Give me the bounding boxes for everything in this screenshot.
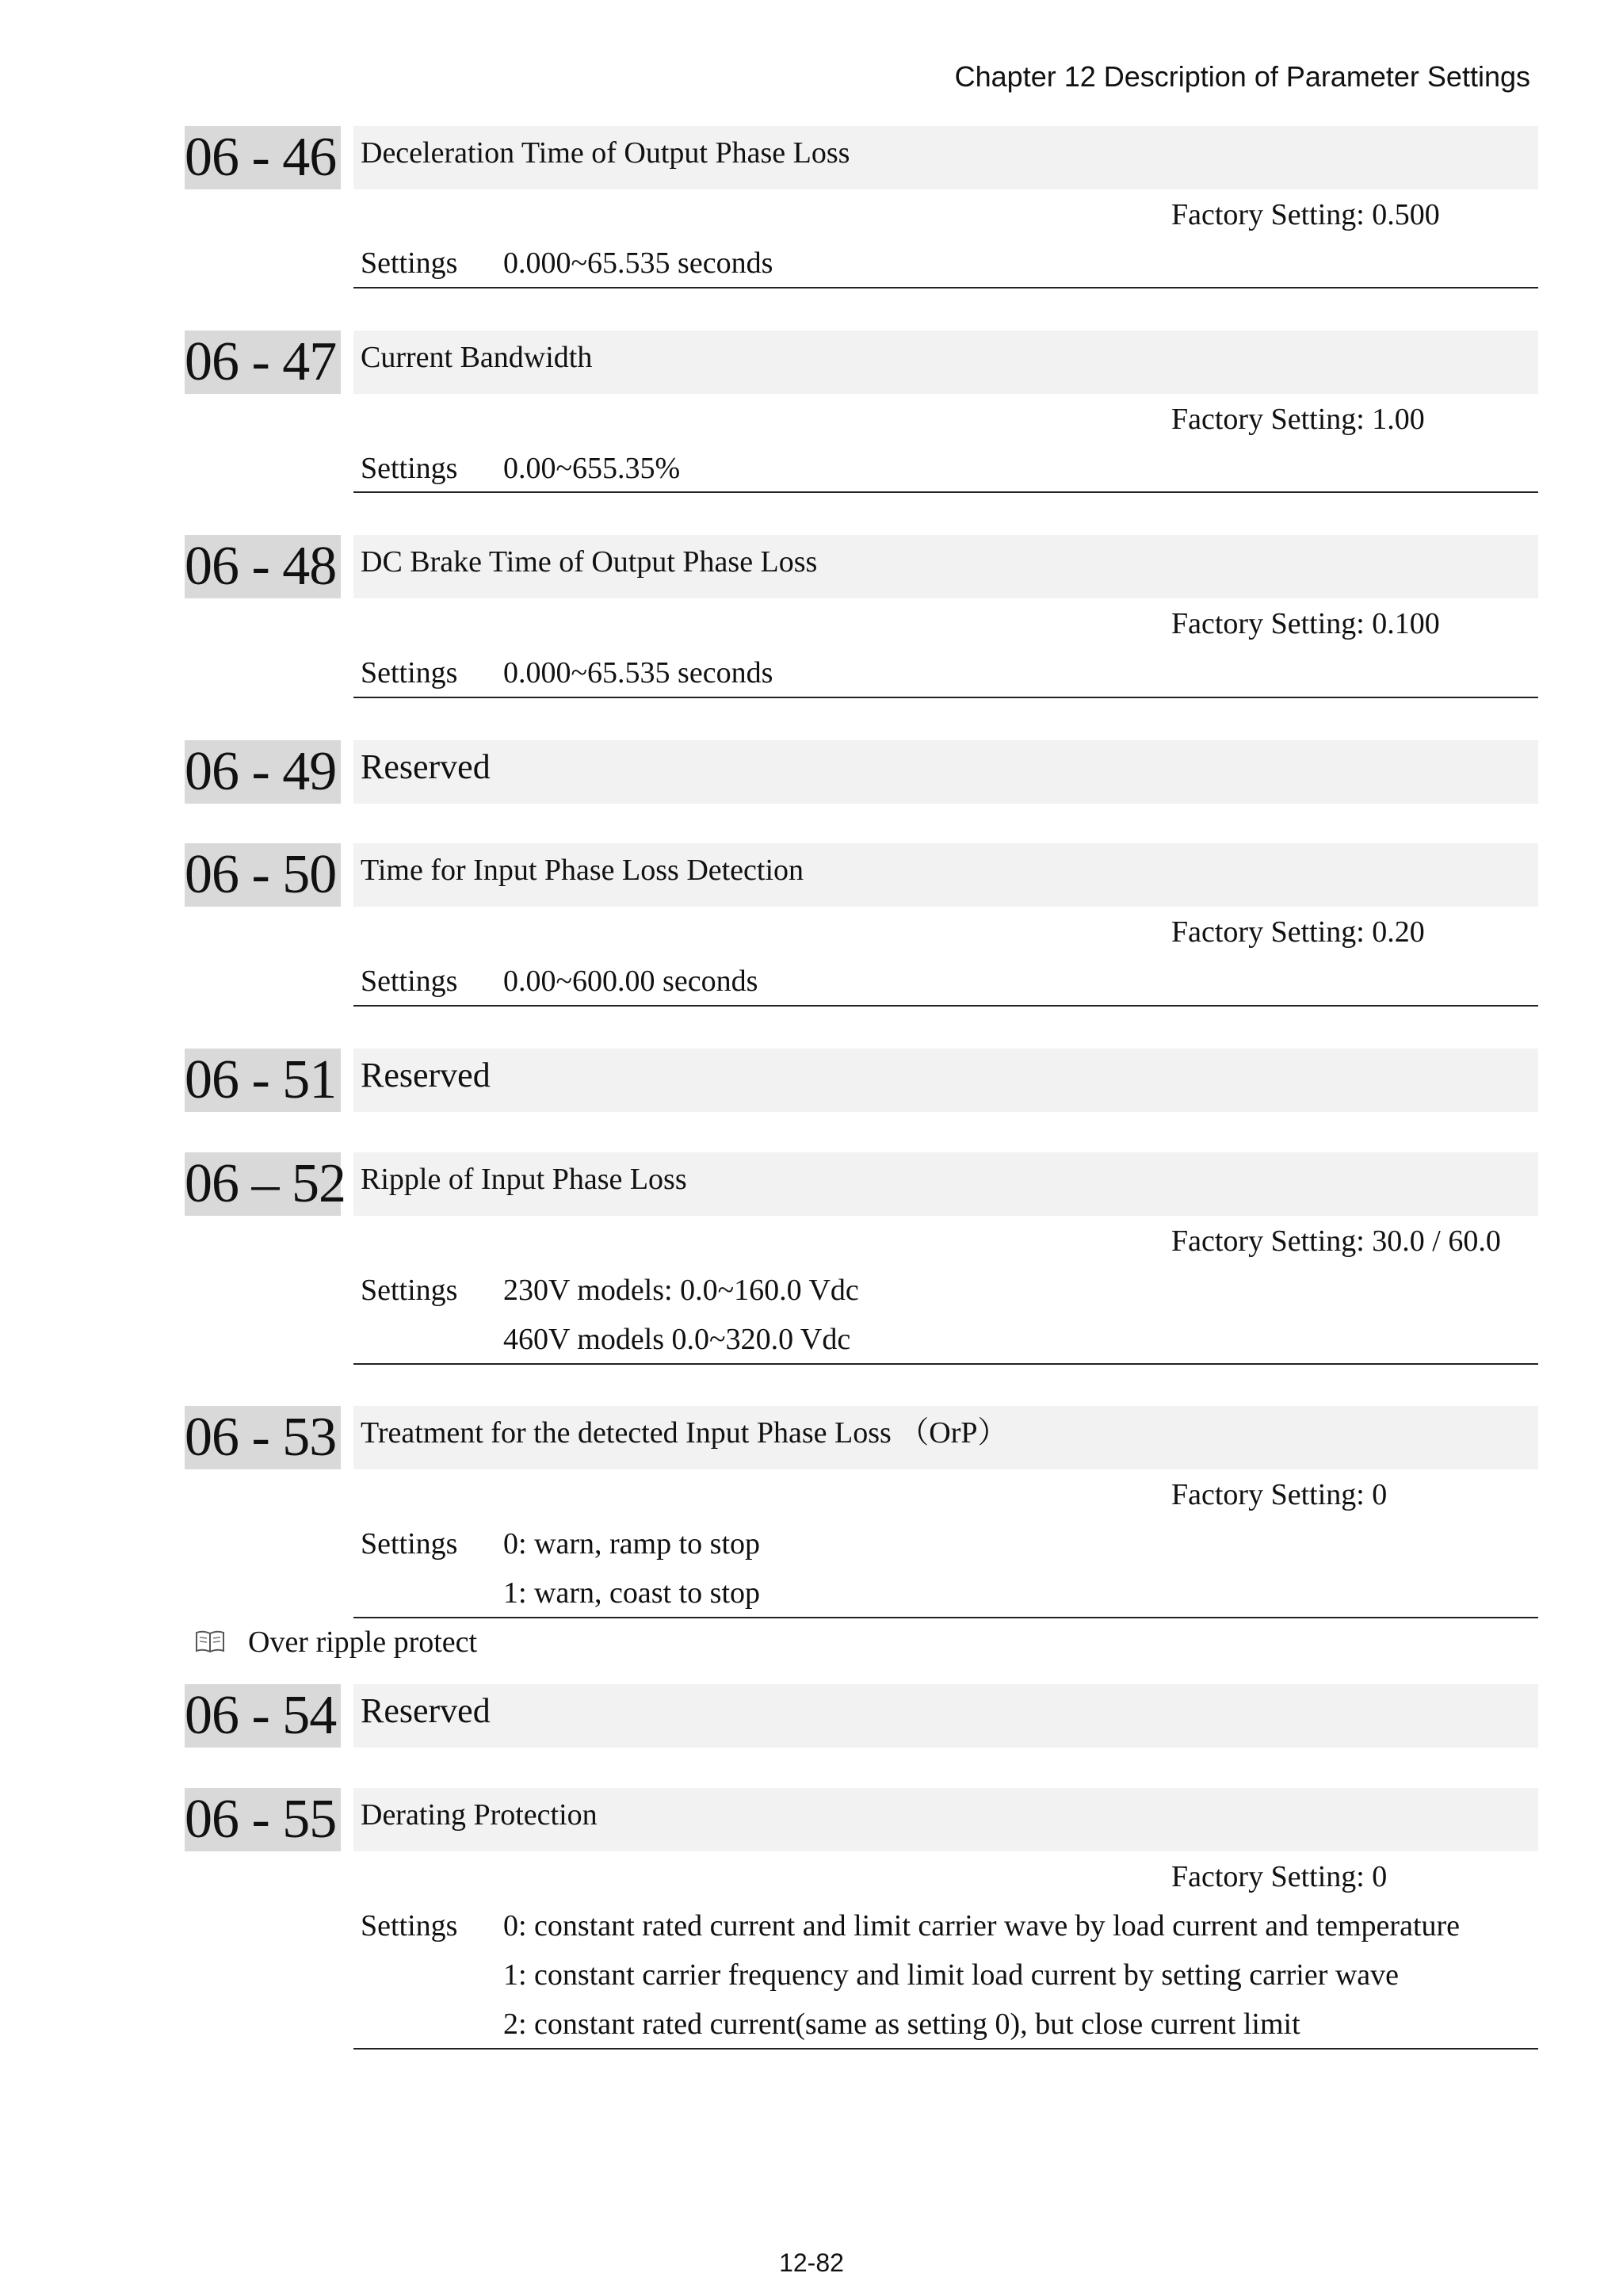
divider [353, 491, 1538, 493]
param-title: Current Bandwidth [353, 330, 1538, 394]
settings-value: 230V models: 0.0~160.0 Vdc [503, 1274, 859, 1307]
settings-value: 0.00~600.00 seconds [503, 965, 758, 998]
param-title: Treatment for the detected Input Phase Loss （OrP） [353, 1406, 1538, 1469]
chapter-header: Chapter 12 Description of Parameter Settings [954, 60, 1530, 93]
divider [353, 287, 1538, 288]
param-title: Derating Protection [353, 1788, 1538, 1851]
settings-label: Settings [361, 965, 458, 998]
factory-setting: Factory Setting: 0.20 [1171, 915, 1425, 949]
settings-value: 460V models 0.0~320.0 Vdc [503, 1323, 851, 1356]
divider [353, 1617, 1538, 1618]
note [194, 1622, 477, 1662]
settings-value: 2: constant rated current(same as setting 0), but close current limit [503, 2008, 1300, 2041]
book-icon [194, 1628, 226, 1655]
param-code: 06 - 53 [185, 1406, 341, 1469]
settings-label: Settings [361, 656, 458, 690]
settings-label: Settings [361, 452, 458, 485]
settings-value: 0: constant rated current and limit carrier wave by load current and temperature [503, 1909, 1461, 1943]
factory-setting: Factory Setting: 0.500 [1171, 198, 1440, 231]
factory-setting: Factory Setting: 0 [1171, 1860, 1388, 1893]
param-code: 06 - 55 [185, 1788, 341, 1851]
settings-value: 1: warn, coast to stop [503, 1576, 761, 1610]
settings-label: Settings [361, 1909, 458, 1943]
divider [353, 1363, 1538, 1365]
settings-value: 0.000~65.535 seconds [503, 656, 773, 690]
divider [353, 697, 1538, 698]
factory-setting: Factory Setting: 0.100 [1171, 607, 1440, 640]
settings-label: Settings [361, 1274, 458, 1307]
settings-value: 0: warn, ramp to stop [503, 1527, 761, 1561]
settings-value: 0.00~655.35% [503, 452, 681, 485]
param-title: Ripple of Input Phase Loss [353, 1152, 1538, 1216]
param-code: 06 - 46 [185, 126, 341, 189]
param-code: 06 - 51 [185, 1049, 341, 1112]
param-code: 06 - 47 [185, 330, 341, 394]
page-number: 12-82 [779, 2248, 844, 2277]
divider [353, 1005, 1538, 1007]
param-code: 06 - 54 [185, 1684, 341, 1748]
settings-value: 1: constant carrier frequency and limit load current by setting carrier wave [503, 1958, 1400, 1992]
settings-label: Settings [361, 1527, 458, 1561]
divider [353, 2048, 1538, 2050]
factory-setting: Factory Setting: 1.00 [1171, 403, 1425, 436]
factory-setting: Factory Setting: 0 [1171, 1478, 1388, 1511]
param-title: Time for Input Phase Loss Detection [353, 843, 1538, 907]
note-text: Over ripple protect [248, 1626, 478, 1659]
param-title: Reserved [353, 740, 1538, 804]
param-title: Deceleration Time of Output Phase Loss [353, 126, 1538, 189]
settings-label: Settings [361, 246, 458, 280]
param-code: 06 - 48 [185, 535, 341, 598]
param-code: 06 - 50 [185, 843, 341, 907]
param-code: 06 - 49 [185, 740, 341, 804]
factory-setting: Factory Setting: 30.0 / 60.0 [1171, 1224, 1501, 1258]
settings-value: 0.000~65.535 seconds [503, 246, 773, 280]
param-title: Reserved [353, 1049, 1538, 1112]
param-code: 06 – 52 [185, 1153, 346, 1214]
param-title: DC Brake Time of Output Phase Loss [353, 535, 1538, 598]
param-title: Reserved [353, 1684, 1538, 1748]
